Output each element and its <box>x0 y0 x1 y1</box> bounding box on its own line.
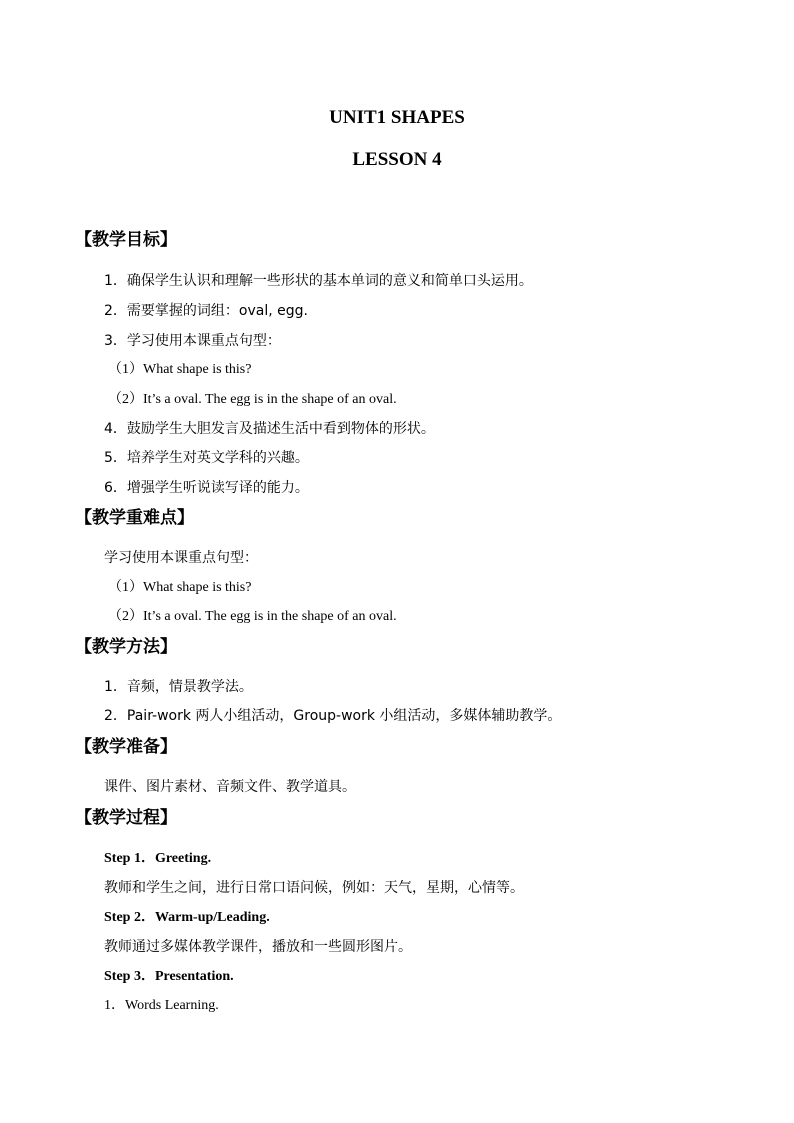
objective-item: 5．培养学生对英文学科的兴趣。 <box>104 450 309 466</box>
objective-item: （2）It’s a oval. The egg is in the shape of an oval. <box>108 392 397 407</box>
process-step-title: Step 2．Warm-up/Leading. <box>104 910 270 925</box>
process-step-text: 教师通过多媒体教学课件，播放和一些圆形图片。 <box>104 939 412 955</box>
section-heading-keypoints: 【教学重难点】 <box>75 508 194 528</box>
process-step-text: 1．Words Learning. <box>104 998 219 1013</box>
keypoint-item: （2）It’s a oval. The egg is in the shape of an oval. <box>108 609 397 624</box>
document-subtitle: LESSON 4 <box>352 149 442 170</box>
section-heading-preparation: 【教学准备】 <box>75 737 177 757</box>
section-heading-objectives: 【教学目标】 <box>75 230 177 250</box>
objective-item: 4．鼓励学生大胆发言及描述生活中看到物体的形状。 <box>104 421 435 437</box>
objective-item: 1．确保学生认识和理解一些形状的基本单词的意义和简单口头运用。 <box>104 273 533 289</box>
section-heading-methods: 【教学方法】 <box>75 637 177 657</box>
keypoint-item: （1）What shape is this? <box>108 580 252 595</box>
process-step-text: 教师和学生之间，进行日常口语问候，例如：天气，星期，心情等。 <box>104 880 524 896</box>
method-item: 1．音频，情景教学法。 <box>104 679 253 695</box>
document-title: UNIT1 SHAPES <box>329 107 465 128</box>
preparation-item: 课件、图片素材、音频文件、教学道具。 <box>104 779 356 795</box>
keypoint-item: 学习使用本课重点句型： <box>104 550 258 566</box>
section-heading-process: 【教学过程】 <box>75 808 177 828</box>
objective-item: 3．学习使用本课重点句型： <box>104 333 281 349</box>
objective-item: 2．需要掌握的词组：oval, egg. <box>104 303 308 319</box>
method-item: 2．Pair-work 两人小组活动，Group-work 小组活动，多媒体辅助教学。 <box>104 708 562 724</box>
process-step-title: Step 1．Greeting. <box>104 851 212 866</box>
process-step-title: Step 3．Presentation. <box>104 969 234 984</box>
objective-item: （1）What shape is this? <box>108 362 252 377</box>
objective-item: 6．增强学生听说读写译的能力。 <box>104 480 309 496</box>
